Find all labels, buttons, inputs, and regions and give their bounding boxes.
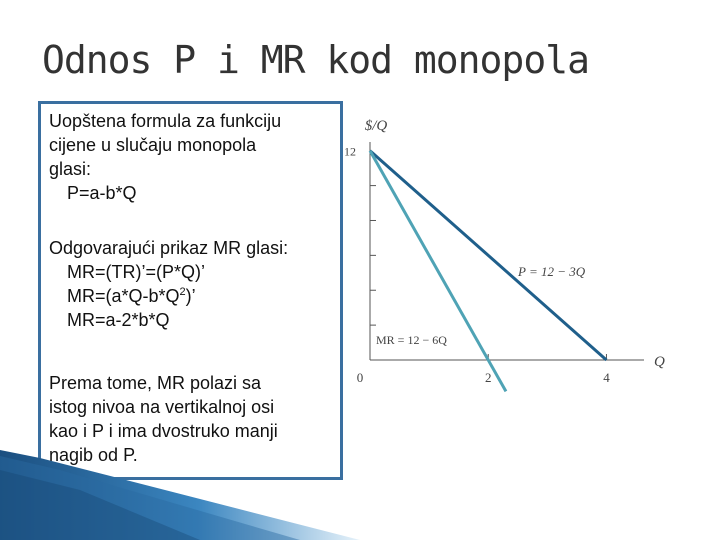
demand-formula: P=a-b*Q	[67, 183, 137, 203]
y-tick-label: 12	[344, 144, 356, 159]
text-line-10: istog nivoa na vertikalnoj osi	[49, 397, 275, 417]
explanation-text-box	[38, 101, 343, 480]
mr-formula-1: MR=(TR)’=(P*Q)’	[67, 262, 205, 282]
text-line-3: glasi:	[49, 159, 92, 179]
mr-line-label: MR = 12 − 6Q	[376, 333, 447, 347]
mr-formula-3: MR=a-2*b*Q	[67, 310, 170, 330]
mr-formula-2-main: MR=(a*Q-b*Q	[67, 286, 180, 306]
x-axis-label: Q	[654, 354, 665, 370]
text-line-12: nagib od P.	[49, 445, 138, 465]
x-tick-label: 4	[603, 370, 610, 385]
demand-line	[370, 151, 606, 360]
slide-title: Odnos P i MR kod monopola	[42, 38, 589, 82]
chart	[340, 100, 670, 400]
text-line-2: cijene u slučaju monopola	[49, 135, 257, 155]
origin-label: 0	[356, 370, 364, 385]
mr-formula-2-exponent: 2	[179, 286, 186, 298]
demand-line-label: P = 12 − 3Q	[518, 264, 586, 279]
text-line-9: Prema tome, MR polazi sa	[49, 373, 262, 393]
decorative-blue-swoosh	[0, 430, 360, 540]
mr-line	[370, 151, 506, 392]
mr-formula-2	[67, 285, 196, 307]
x-tick-label: 2	[484, 370, 492, 385]
mr-formula-2-end: )’	[185, 286, 196, 306]
text-line-11: kao i P i ima dvostruko manji	[49, 421, 278, 441]
text-line-1: Uopštena formula za funkciju	[49, 111, 282, 131]
y-axis-label: $/Q	[364, 118, 388, 134]
text-line-5: Odgovarajući prikaz MR glasi:	[49, 238, 289, 258]
